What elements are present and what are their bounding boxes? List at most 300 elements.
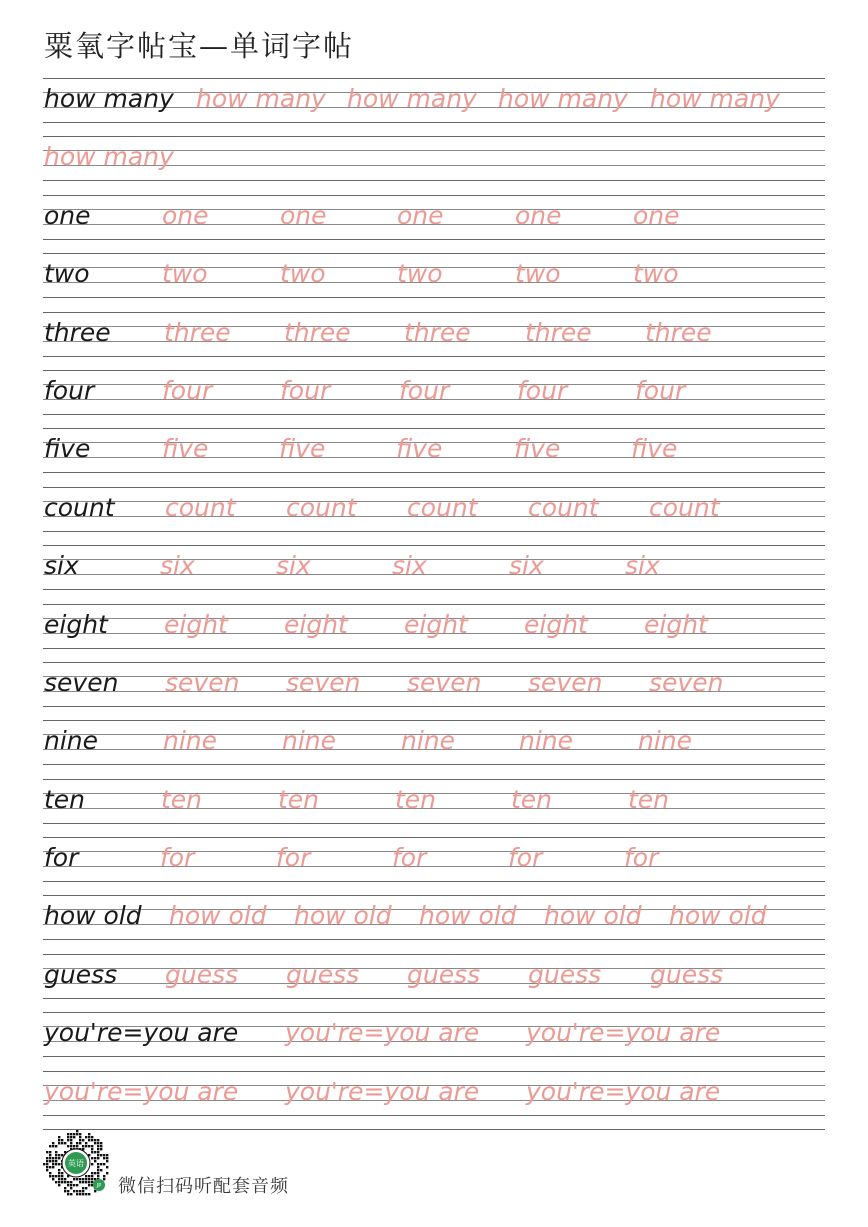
practice-row <box>43 895 825 953</box>
qr-module <box>103 1163 105 1165</box>
trace-word: four <box>162 375 213 405</box>
guide-line <box>43 195 825 196</box>
qr-module <box>79 1133 81 1135</box>
qr-module <box>106 1154 108 1156</box>
model-word: one <box>44 200 91 230</box>
trace-word: two <box>515 259 561 289</box>
qr-module <box>82 1187 84 1189</box>
model-word: six <box>44 551 79 581</box>
model-word: five <box>44 434 91 464</box>
qr-module <box>67 1145 69 1147</box>
qr-module <box>100 1154 102 1156</box>
practice-row <box>43 837 825 895</box>
trace-word: three <box>525 317 592 347</box>
qr-module <box>79 1178 81 1180</box>
qr-module <box>55 1157 57 1159</box>
qr-module <box>64 1187 66 1189</box>
qr-module <box>70 1133 72 1135</box>
qr-module <box>49 1175 51 1177</box>
qr-module <box>79 1181 81 1183</box>
qr-module <box>100 1142 102 1144</box>
trace-word: seven <box>407 667 482 697</box>
trace-word: count <box>528 492 599 522</box>
qr-module <box>103 1154 105 1156</box>
qr-module <box>46 1157 48 1159</box>
practice-row <box>43 312 825 370</box>
trace-word: five <box>396 434 443 464</box>
guide-line <box>43 589 825 590</box>
trace-word: seven <box>528 667 603 697</box>
practice-row <box>43 370 825 428</box>
trace-word: how old <box>544 901 642 931</box>
practice-row <box>43 779 825 837</box>
qr-module <box>103 1178 105 1180</box>
qr-badge-label: JP <box>96 1183 102 1189</box>
model-word: seven <box>44 667 119 697</box>
trace-word: guess <box>165 959 239 989</box>
qr-module <box>97 1157 99 1159</box>
qr-module <box>94 1172 96 1174</box>
trace-word: nine <box>282 726 337 756</box>
qr-module <box>103 1175 105 1177</box>
qr-module <box>85 1142 87 1144</box>
trace-word: four <box>517 375 568 405</box>
guide-line <box>43 1115 825 1116</box>
guide-line <box>43 1056 825 1057</box>
qr-module <box>58 1169 60 1171</box>
trace-word: six <box>276 551 311 581</box>
qr-module <box>88 1193 90 1195</box>
qr-module <box>97 1151 99 1153</box>
trace-word: nine <box>519 726 574 756</box>
qr-module <box>91 1151 93 1153</box>
qr-module <box>106 1160 108 1162</box>
qr-module <box>85 1145 87 1147</box>
trace-word: seven <box>286 667 361 697</box>
qr-module <box>97 1145 99 1147</box>
qr-module <box>100 1169 102 1171</box>
qr-module <box>58 1157 60 1159</box>
guide-line <box>43 837 825 838</box>
guide-line <box>43 779 825 780</box>
trace-word: three <box>404 317 471 347</box>
qr-module <box>85 1187 87 1189</box>
trace-word: ten <box>161 784 203 814</box>
trace-word: ten <box>278 784 320 814</box>
trace-word: one <box>280 200 327 230</box>
trace-word: guess <box>286 959 360 989</box>
qr-module <box>70 1145 72 1147</box>
trace-word: five <box>279 434 326 464</box>
trace-word: four <box>399 375 450 405</box>
trace-word: you're=you are <box>285 1076 480 1106</box>
trace-word: three <box>645 317 712 347</box>
trace-word: you're=you are <box>526 1076 721 1106</box>
qr-module <box>52 1142 54 1144</box>
qr-module <box>97 1163 99 1165</box>
qr-module <box>55 1160 57 1162</box>
qr-module <box>97 1166 99 1168</box>
qr-module <box>97 1175 99 1177</box>
trace-word: nine <box>638 726 693 756</box>
trace-word: how many <box>347 84 477 113</box>
qr-module <box>97 1154 99 1156</box>
qr-module <box>97 1172 99 1174</box>
qr-module <box>88 1184 90 1186</box>
trace-word: ten <box>395 784 437 814</box>
qr-module <box>82 1190 84 1192</box>
trace-word: eight <box>524 609 588 639</box>
qr-module <box>76 1145 78 1147</box>
trace-word: two <box>162 259 208 289</box>
trace-word: one <box>162 200 209 230</box>
qr-module <box>106 1157 108 1159</box>
qr-module <box>67 1193 69 1195</box>
trace-word: seven <box>165 667 240 697</box>
practice-row <box>43 662 825 720</box>
trace-word: how old <box>169 901 267 931</box>
trace-word: for <box>276 843 311 873</box>
guide-line <box>43 720 825 721</box>
qr-module <box>70 1181 72 1183</box>
guide-line <box>43 954 825 955</box>
trace-word: how many <box>196 84 326 113</box>
qr-module <box>55 1154 57 1156</box>
trace-word: nine <box>163 726 218 756</box>
qr-module <box>55 1163 57 1165</box>
qr-module <box>85 1136 87 1138</box>
model-word: nine <box>44 726 99 756</box>
qr-module <box>103 1157 105 1159</box>
practice-row <box>43 136 825 194</box>
guide-line <box>43 764 825 765</box>
qr-module <box>55 1151 57 1153</box>
qr-module <box>61 1172 63 1174</box>
practice-row <box>43 954 825 1012</box>
qr-module <box>70 1142 72 1144</box>
qr-module <box>52 1160 54 1162</box>
qr-module <box>58 1181 60 1183</box>
qr-module <box>55 1145 57 1147</box>
trace-word: guess <box>650 959 724 989</box>
trace-word: five <box>631 434 678 464</box>
qr-module <box>67 1136 69 1138</box>
qr-caption: 微信扫码听配套音频 <box>118 1176 289 1197</box>
qr-module <box>76 1184 78 1186</box>
trace-word: for <box>160 843 195 873</box>
qr-module <box>79 1142 81 1144</box>
guide-line <box>43 312 825 313</box>
trace-word: for <box>624 843 659 873</box>
qr-module <box>88 1181 90 1183</box>
guide-line <box>43 180 825 181</box>
guide-line <box>43 881 825 882</box>
trace-word: nine <box>401 726 456 756</box>
practice-row <box>43 545 825 603</box>
qr-module <box>70 1139 72 1141</box>
qr-module <box>94 1139 96 1141</box>
model-word: count <box>44 492 115 522</box>
qr-module <box>58 1136 60 1138</box>
qr-module <box>73 1184 75 1186</box>
qr-module <box>61 1142 63 1144</box>
qr-module <box>91 1172 93 1174</box>
guide-line <box>43 1012 825 1013</box>
guide-line <box>43 136 825 137</box>
trace-word: two <box>633 259 679 289</box>
trace-word: five <box>514 434 561 464</box>
trace-word: you're=you are <box>44 1076 239 1106</box>
practice-row <box>43 253 825 311</box>
trace-word: count <box>649 492 720 522</box>
qr-module <box>70 1184 72 1186</box>
practice-row <box>43 487 825 545</box>
qr-module <box>61 1175 63 1177</box>
qr-module <box>82 1178 84 1180</box>
qr-module <box>49 1145 51 1147</box>
qr-module <box>46 1151 48 1153</box>
qr-module <box>70 1193 72 1195</box>
qr-module <box>49 1172 51 1174</box>
qr-module <box>52 1157 54 1159</box>
qr-module <box>58 1142 60 1144</box>
qr-module <box>73 1133 75 1135</box>
model-word: eight <box>44 609 108 639</box>
model-word: guess <box>44 959 118 989</box>
qr-module <box>88 1178 90 1180</box>
qr-module <box>91 1145 93 1147</box>
qr-module <box>64 1142 66 1144</box>
qr-module <box>76 1193 78 1195</box>
model-word: four <box>44 375 95 405</box>
trace-word: eight <box>284 609 348 639</box>
qr-module <box>76 1178 78 1180</box>
trace-word: how old <box>669 901 767 931</box>
qr-module <box>94 1151 96 1153</box>
guide-line <box>43 78 825 79</box>
qr-module <box>79 1136 81 1138</box>
trace-word: for <box>508 843 543 873</box>
qr-module <box>91 1139 93 1141</box>
qr-module <box>79 1190 81 1192</box>
qr-module <box>88 1175 90 1177</box>
trace-word: one <box>397 200 444 230</box>
trace-word: for <box>392 843 427 873</box>
trace-word: ten <box>628 784 670 814</box>
qr-module <box>94 1157 96 1159</box>
qr-module <box>91 1163 93 1165</box>
trace-word: two <box>280 259 326 289</box>
guide-line <box>43 487 825 488</box>
guide-line <box>43 253 825 254</box>
model-word: for <box>44 843 79 873</box>
guide-line <box>43 531 825 532</box>
model-word: two <box>44 259 90 289</box>
guide-line <box>43 356 825 357</box>
qr-module <box>73 1145 75 1147</box>
guide-line <box>43 370 825 371</box>
practice-row <box>43 1071 825 1129</box>
qr-module <box>67 1181 69 1183</box>
guide-line <box>43 604 825 605</box>
qr-module <box>88 1145 90 1147</box>
qr-module <box>61 1154 63 1156</box>
qr-module <box>79 1139 81 1141</box>
guide-line <box>43 706 825 707</box>
qr-module <box>91 1181 93 1183</box>
qr-module <box>64 1181 66 1183</box>
qr-module <box>97 1139 99 1141</box>
practice-row <box>43 1012 825 1070</box>
qr-module <box>64 1178 66 1180</box>
trace-word: eight <box>404 609 468 639</box>
guide-line <box>43 1071 825 1072</box>
qr-module <box>52 1178 54 1180</box>
qr-module <box>55 1175 57 1177</box>
trace-word: count <box>286 492 357 522</box>
practice-row <box>43 720 825 778</box>
qr-module <box>58 1154 60 1156</box>
qr-module <box>70 1187 72 1189</box>
qr-module <box>91 1157 93 1159</box>
qr-module <box>97 1142 99 1144</box>
qr-module <box>94 1160 96 1162</box>
guide-line <box>43 895 825 896</box>
qr-module <box>49 1154 51 1156</box>
qr-module <box>49 1160 51 1162</box>
qr-module <box>73 1178 75 1180</box>
qr-module <box>94 1142 96 1144</box>
qr-module <box>79 1193 81 1195</box>
qr-module <box>73 1136 75 1138</box>
qr-module <box>76 1142 78 1144</box>
qr-module <box>82 1139 84 1141</box>
practice-rows <box>43 78 825 1130</box>
qr-module <box>52 1166 54 1168</box>
model-word: you're=you are <box>44 1018 239 1048</box>
qr-module <box>85 1175 87 1177</box>
qr-module <box>97 1148 99 1150</box>
qr-module <box>82 1145 84 1147</box>
qr-module <box>85 1193 87 1195</box>
qr-module <box>76 1190 78 1192</box>
qr-module <box>91 1175 93 1177</box>
qr-module <box>58 1178 60 1180</box>
qr-module <box>106 1166 108 1168</box>
trace-word: one <box>515 200 562 230</box>
qr-module <box>67 1139 69 1141</box>
model-word: ten <box>44 784 86 814</box>
guide-line <box>43 545 825 546</box>
model-word: three <box>44 317 111 347</box>
qr-module <box>97 1169 99 1171</box>
qr-module <box>88 1139 90 1141</box>
trace-word: eight <box>164 609 228 639</box>
qr-module <box>58 1163 60 1165</box>
trace-word: you're=you are <box>285 1018 480 1048</box>
qr-module <box>85 1178 87 1180</box>
trace-word: count <box>165 492 236 522</box>
trace-word: seven <box>649 667 724 697</box>
guide-line <box>43 998 825 999</box>
model-word: how old <box>44 901 142 931</box>
guide-line <box>43 472 825 473</box>
qr-module <box>100 1145 102 1147</box>
qr-module <box>46 1160 48 1162</box>
qr-module <box>67 1133 69 1135</box>
qr-module <box>85 1181 87 1183</box>
qr-module <box>67 1184 69 1186</box>
qr-module <box>61 1139 63 1141</box>
trace-word: ten <box>511 784 553 814</box>
qr-module <box>67 1190 69 1192</box>
trace-word: six <box>625 551 660 581</box>
model-word: how many <box>44 84 174 113</box>
trace-word: three <box>284 317 351 347</box>
trace-word: four <box>280 375 331 405</box>
qr-module <box>52 1145 54 1147</box>
qr-module <box>58 1175 60 1177</box>
qr-module <box>91 1148 93 1150</box>
qr-module <box>49 1157 51 1159</box>
qr-module <box>61 1181 63 1183</box>
trace-word: count <box>407 492 478 522</box>
practice-row <box>43 195 825 253</box>
qr-module <box>82 1181 84 1183</box>
trace-word: you're=you are <box>526 1018 721 1048</box>
qr-module <box>58 1139 60 1141</box>
trace-word: how many <box>498 84 628 113</box>
qr-module <box>100 1148 102 1150</box>
qr-module <box>70 1136 72 1138</box>
qr-module <box>43 1163 45 1165</box>
qr-module <box>91 1136 93 1138</box>
trace-word: five <box>162 434 209 464</box>
qr-module <box>61 1178 63 1180</box>
practice-row <box>43 78 825 136</box>
qr-module <box>46 1166 48 1168</box>
qr-module <box>88 1133 90 1135</box>
qr-module <box>46 1169 48 1171</box>
qr-module <box>52 1175 54 1177</box>
trace-word: how many <box>44 142 174 172</box>
trace-word: two <box>397 259 443 289</box>
qr-module <box>52 1163 54 1165</box>
qr-module <box>82 1193 84 1195</box>
trace-word: how old <box>419 901 517 931</box>
trace-word: how many <box>650 84 780 113</box>
qr-module <box>49 1166 51 1168</box>
qr-module <box>88 1136 90 1138</box>
guide-line <box>43 662 825 663</box>
practice-row <box>43 604 825 662</box>
guide-line <box>43 239 825 240</box>
trace-word: four <box>635 375 686 405</box>
guide-line <box>43 297 825 298</box>
qr-module <box>58 1184 60 1186</box>
qr-code[interactable] <box>41 1128 111 1198</box>
guide-line <box>43 1129 825 1130</box>
qr-module <box>73 1190 75 1192</box>
trace-word: guess <box>528 959 602 989</box>
trace-word: one <box>633 200 680 230</box>
qr-module <box>91 1178 93 1180</box>
trace-word: six <box>160 551 195 581</box>
practice-row <box>43 428 825 486</box>
trace-word: six <box>392 551 427 581</box>
qr-module <box>76 1130 78 1132</box>
qr-module <box>49 1151 51 1153</box>
